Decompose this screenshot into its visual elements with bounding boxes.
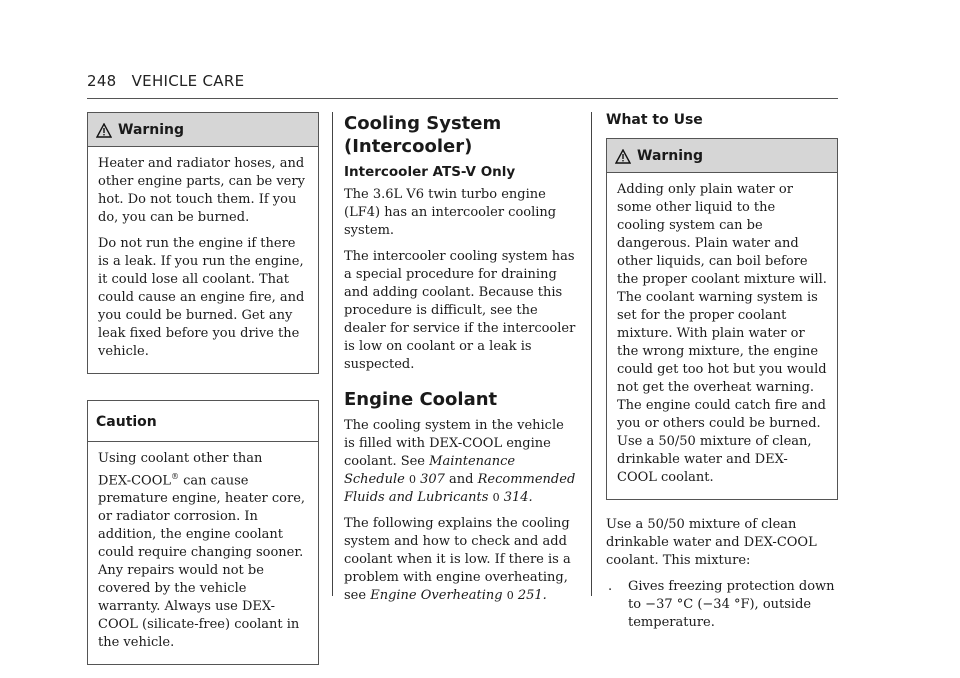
warning-title: Warning bbox=[637, 148, 704, 164]
warning-body bbox=[88, 147, 318, 373]
column-3 bbox=[606, 112, 838, 632]
page-number: 248 bbox=[87, 72, 117, 90]
caution-text: Using coolant other than DEX-COOL® can cause premature engine, heater core, or radiator corrosion. In addition, the engine coolant could require changing sooner. Any repairs would not be covered by the vehicle warranty. Always use DEX-COOL (silicate-free) coolant in the vehicle. bbox=[98, 451, 306, 651]
warning-triangle-icon bbox=[96, 123, 112, 138]
body-paragraph: The cooling system in the vehicle is filled with DEX-COOL engine coolant. See Maintenance Schedule 0 307 and Recommended Fluids and Lubricants 0 314. bbox=[344, 418, 576, 505]
warning-triangle-icon bbox=[615, 149, 631, 164]
warning-title: Warning bbox=[118, 122, 185, 138]
column-divider bbox=[332, 112, 333, 596]
caution-body bbox=[88, 442, 318, 664]
xref-link[interactable]: Engine Overheating bbox=[370, 588, 503, 603]
warning-paragraph: Do not run the engine if there is a leak. If you run the engine, it could lose all coolant. That could cause an engine fire, and you could be burned. Get any leak fixed before you drive the vehicle. bbox=[98, 236, 305, 359]
intercooler-subheading: Intercooler ATS-V Only bbox=[344, 164, 516, 180]
body-paragraph: The 3.6L V6 twin turbo engine (LF4) has an intercooler cooling system. bbox=[344, 187, 557, 238]
caution-box bbox=[87, 400, 319, 665]
body-paragraph: The intercooler cooling system has a special procedure for draining and adding coolant. Because this procedure is difficult, see the dealer for service if the intercooler is low on coolant or a leak is suspected. bbox=[344, 249, 576, 372]
xref-arrow-icon: 0 bbox=[506, 589, 514, 602]
warning-box bbox=[606, 138, 838, 500]
warning-box bbox=[87, 112, 319, 374]
body-paragraph: Use a 50/50 mixture of clean drinkable water and DEX-COOL coolant. This mixture: bbox=[606, 517, 817, 568]
warning-header bbox=[88, 113, 318, 147]
list-item bbox=[606, 578, 838, 632]
body-paragraph: The following explains the cooling system and how to check and add coolant when it is low. If there is a problem with engine overheating, see Engine Overheating 0 251. bbox=[344, 516, 571, 603]
section-title: VEHICLE CARE bbox=[131, 72, 245, 90]
warning-body bbox=[607, 173, 837, 499]
column-divider bbox=[591, 112, 592, 596]
xref-link[interactable]: Maintenance Schedule bbox=[344, 454, 516, 487]
warning-paragraph: Heater and radiator hoses, and other engine parts, can be very hot. Do not touch them. If you do, you can be burned. bbox=[98, 156, 305, 225]
engine-coolant-heading: Engine Coolant bbox=[344, 389, 498, 410]
column-1 bbox=[87, 112, 319, 665]
what-to-use-heading: What to Use bbox=[606, 112, 703, 128]
bullet-mark: . bbox=[608, 579, 613, 594]
column-2 bbox=[344, 112, 576, 613]
xref-arrow-icon: 0 bbox=[492, 491, 500, 504]
warning-header bbox=[607, 139, 837, 173]
caution-title: Caution bbox=[96, 414, 157, 430]
xref-link[interactable]: Recommended Fluids and Lubricants bbox=[344, 472, 576, 505]
xref-arrow-icon: 0 bbox=[408, 473, 416, 486]
cooling-system-heading: Cooling System (Intercooler) bbox=[344, 113, 502, 157]
warning-paragraph: Adding only plain water or some other liquid to the cooling system can be dangerous. Plain water and other liquids, can boil before the proper coolant mixture will. The coolant warning system is set for the proper coolant mixture. With plain water or the wrong mixture, the engine could get too hot but you would not get the overheat warning. The engine could catch fire and you or others could be burned. Use a 50/50 mixture of clean, drinkable water and DEX-COOL coolant. bbox=[617, 182, 827, 485]
bullet-text: Gives freezing protection down to −37 °C (−34 °F), outside temperature. bbox=[628, 579, 835, 630]
page-header bbox=[87, 72, 244, 90]
header-rule bbox=[87, 98, 838, 99]
caution-header bbox=[88, 401, 318, 442]
